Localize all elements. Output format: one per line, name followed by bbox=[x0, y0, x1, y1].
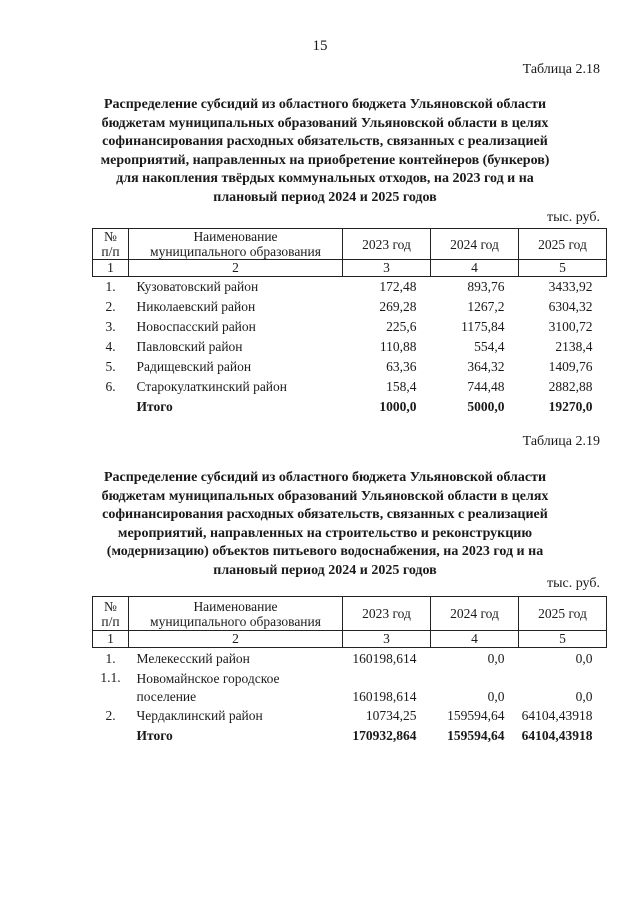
page-number: 15 bbox=[312, 38, 328, 54]
units-label-2-19: тыс. руб. bbox=[547, 576, 600, 591]
table-row: 1.1. Новомайнское городское bbox=[100, 669, 280, 686]
total-row: Итого 1000,0 5000,0 19270,0 bbox=[136, 398, 593, 414]
table-label-2-19: Таблица 2.19 bbox=[522, 434, 600, 449]
table-title-2-18: Распределение субсидий из областного бюджета Ульяновской области бюджетам муниципальных образований Ульяновской области в целях софинансирования расходных обязательств, связанных с реализацией мероприятий, направленных на приобретение контейнеров (бункеров) для накопления твёрдых коммунальных отходов, на 2023 год и на плановый период 2024 и 2025 годов bbox=[100, 97, 550, 205]
table-row: 1. Мелекесский район 160198,614 0,0 0,0 bbox=[105, 650, 593, 666]
header-2023: 2023 год bbox=[343, 229, 431, 260]
table-row-continued: поселение 160198,614 0,0 0,0 bbox=[136, 688, 593, 704]
table-row: 6. Старокулаткинский район 158,4 744,48 2882,88 bbox=[105, 378, 593, 394]
table-row: 2. Чердаклинский район 10734,25 159594,64 64104,43918 bbox=[105, 707, 593, 723]
header-name: Наименование муниципального образования bbox=[129, 597, 343, 631]
header-2025: 2025 год bbox=[519, 597, 607, 631]
table-label-2-18: Таблица 2.18 bbox=[522, 62, 600, 77]
header-2024: 2024 год bbox=[431, 597, 519, 631]
header-2024: 2024 год bbox=[431, 229, 519, 260]
table-row: 5. Радищевский район 63,36 364,32 1409,76 bbox=[105, 358, 593, 374]
table-row: 4. Павловский район 110,88 554,4 2138,4 bbox=[105, 338, 593, 354]
table-row: 3. Новоспасский район 225,6 1175,84 3100,72 bbox=[105, 318, 593, 334]
header-num: № п/п bbox=[93, 229, 129, 260]
header-2025: 2025 год bbox=[519, 229, 607, 260]
column-number-row: 1 2 3 4 5 bbox=[93, 260, 607, 277]
units-label-2-18: тыс. руб. bbox=[547, 210, 600, 225]
table-title-2-19: Распределение субсидий из областного бюджета Ульяновской области бюджетам муниципальных образований Ульяновской области в целях софинансирования расходных обязательств, связанных с реализацией мероприятий, направленных на строительство и реконструкцию (модернизацию) объектов питьевого водоснабжения, на 2023 год и на плановый период 2024 и 2025 годов bbox=[101, 470, 549, 578]
column-number-row: 1 2 3 4 5 bbox=[93, 631, 607, 648]
header-2023: 2023 год bbox=[343, 597, 431, 631]
subsidy-table-2-19 bbox=[92, 596, 607, 746]
table-row: 1. Кузоватовский район 172,48 893,76 3433,92 bbox=[105, 278, 593, 294]
header-num: № п/п bbox=[93, 597, 129, 631]
subsidy-table-2-18 bbox=[92, 228, 607, 417]
table-row: 2. Николаевский район 269,28 1267,2 6304,32 bbox=[105, 298, 593, 314]
total-row: Итого 170932,864 159594,64 64104,43918 bbox=[136, 727, 593, 743]
header-name: Наименование муниципального образования bbox=[129, 229, 343, 260]
